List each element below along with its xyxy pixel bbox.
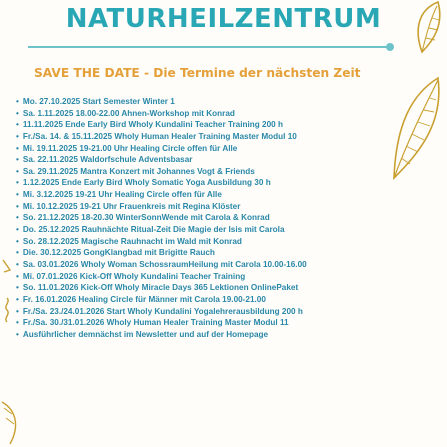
list-item: • Do. 25.12.2025 Rauhnächte Ritual-Zeit Die Magie der Isis mit Carola — [16, 225, 285, 235]
list-item: • So. 28.12.2025 Magische Rauhnacht im Wald mit Konrad — [16, 236, 242, 246]
list-item: • Fr./Sa. 14. & 15.11.2025 Wholy Human Healer Training Master Modul 10 — [16, 131, 297, 141]
list-item: • Mi. 10.12.2025 19-21 Uhr Frauenkreis mit Regina Klöster — [16, 201, 241, 211]
bullet-icon: • — [16, 329, 19, 339]
bullet-icon: • — [16, 213, 19, 223]
list-item: • So. 11.01.2026 Kick-Off Wholy Miracle Days 365 Lektionen OnlinePaket — [16, 283, 299, 293]
list-item: • Sa. 1.11.2025 18.00-22.00 Ahnen-Workshop mit Konrad — [16, 108, 235, 118]
list-item: • Die. 30.12.2025 GongKlangbad mit Brigitte Rauch — [16, 248, 215, 258]
page-subtitle: SAVE THE DATE - Die Termine der nächsten Zeit — [34, 66, 361, 80]
list-item: • Sa. 29.11.2025 Mantra Konzert mit Johannes Vogt & Friends — [16, 166, 255, 176]
list-item: • Sa. 03.01.2026 Wholy Woman SchossraumHeilung mit Carola 10.00-16.00 — [16, 259, 307, 269]
underline-dot — [386, 43, 394, 51]
list-item: • 11.11.2025 Ende Early Bird Wholy Kundalini Teacher Training 200 h — [16, 120, 283, 130]
list-item: • Fr./Sa. 30./31.01.2026 Wholy Human Healer Training Master Modul 11 — [16, 318, 289, 328]
bullet-icon: • — [16, 271, 19, 281]
bullet-icon: • — [16, 248, 19, 258]
list-item: • Mi. 19.11.2025 19-21.00 Uhr Healing Circle offen für Alle — [16, 143, 238, 153]
bullet-icon: • — [16, 236, 19, 246]
list-item: • Fr. 16.01.2026 Healing Circle für Männer mit Carola 19.00-21.00 — [16, 294, 266, 304]
list-item: • Mi. 3.12.2025 19-21 Uhr Healing Circle offen für Alle — [16, 190, 222, 200]
page-title: NATURHEILZENTRUM — [65, 4, 382, 34]
bullet-icon: • — [16, 108, 19, 118]
list-item: • Ausführlicher demnächst im Newsletter und auf der Homepage — [16, 329, 269, 339]
list-item: • Sa. 22.11.2025 Waldorfschule Adventsbasar — [16, 155, 193, 165]
bullet-icon: • — [16, 143, 19, 153]
bullet-icon: • — [16, 131, 19, 141]
leaf-icon — [0, 400, 22, 447]
bullet-icon: • — [16, 318, 19, 328]
bullet-icon: • — [16, 155, 19, 165]
bullet-icon: • — [16, 178, 19, 188]
list-item: • 1.12.2025 Ende Early Bird Wholy Somatic Yoga Ausbildung 30 h — [16, 178, 271, 188]
bullet-icon: • — [16, 97, 19, 106]
bullet-icon: • — [16, 294, 19, 304]
event-list — [16, 96, 441, 340]
squiggle-icon — [0, 258, 14, 348]
bullet-icon: • — [16, 306, 19, 316]
list-item: • Fr./Sa. 23./24.01.2026 Start Wholy Kundalini Yogalehrerausbildung 200 h — [16, 306, 303, 316]
bullet-icon: • — [16, 259, 19, 269]
bullet-icon: • — [16, 201, 19, 211]
title-underline — [28, 46, 388, 48]
bullet-icon: • — [16, 166, 19, 176]
bullet-icon: • — [16, 225, 19, 235]
bullet-icon: • — [16, 283, 19, 293]
bullet-icon: • — [16, 120, 19, 130]
list-item: • Mo. 27.10.2025 Start Semester Winter 1 — [16, 97, 175, 106]
list-item: • Mi. 07.01.2026 Kick-Off Wholy Kundalini Teacher Training — [16, 271, 246, 281]
bullet-icon: • — [16, 190, 19, 200]
list-item: • So. 21.12.2025 18-20.30 WinterSonnWende mit Carola & Konrad — [16, 213, 270, 223]
